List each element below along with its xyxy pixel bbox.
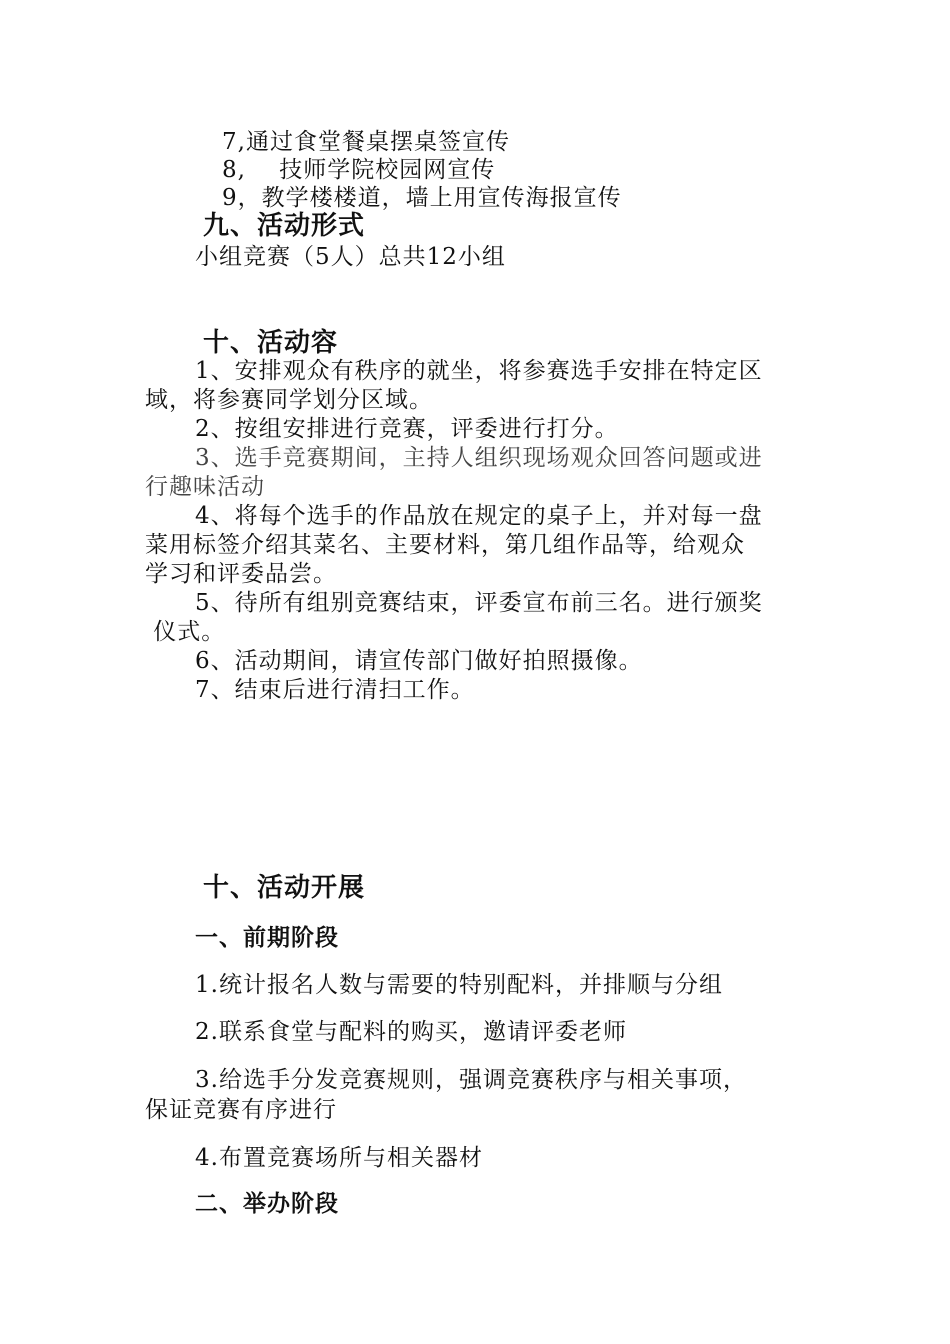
phase1-heading: 一、前期阶段 — [195, 924, 339, 951]
content-line: 行趣味活动 — [145, 474, 265, 500]
content-line: 菜用标签介绍其菜名、主要材料，第几组作品等，给观众 — [145, 532, 745, 558]
section9-body: 小组竞赛（5人）总共12小组 — [195, 244, 506, 270]
content-line: 2、按组安排进行竞赛，评委进行打分。 — [195, 416, 619, 442]
promo-item-8: 8, 技师学院校园网宣传 — [222, 157, 496, 183]
content-line: 仪式。 — [145, 619, 226, 645]
content-line: 1、安排观众有秩序的就坐，将参赛选手安排在特定区 — [195, 358, 763, 384]
phase1-item: 3.给选手分发竞赛规则，强调竞赛秩序与相关事项， — [195, 1067, 747, 1093]
content-line: 域，将参赛同学划分区域。 — [145, 387, 433, 413]
content-line: 7、结束后进行清扫工作。 — [195, 677, 475, 703]
content-line: 4、将每个选手的作品放在规定的桌子上，并对每一盘 — [195, 503, 763, 529]
section10b-heading: 十、活动开展 — [203, 873, 366, 903]
phase1-item: 2.联系食堂与配料的购买，邀请评委老师 — [195, 1019, 627, 1045]
phase1-item: 保证竞赛有序进行 — [145, 1097, 337, 1123]
promo-item-9: 9，教学楼楼道，墙上用宣传海报宣传 — [222, 185, 622, 211]
section10a-heading: 十、活动容 — [203, 328, 339, 358]
phase2-heading: 二、举办阶段 — [195, 1190, 339, 1217]
phase1-item: 1.统计报名人数与需要的特别配料，并排顺与分组 — [195, 972, 723, 998]
section9-heading: 九、活动形式 — [203, 211, 366, 241]
content-line: 5、待所有组别竞赛结束，评委宣布前三名。进行颁奖 — [195, 590, 763, 616]
content-line: 6、活动期间，请宣传部门做好拍照摄像。 — [195, 648, 643, 674]
promo-item-7: 7,通过食堂餐桌摆桌签宣传 — [222, 129, 510, 155]
phase1-item: 4.布置竞赛场所与相关器材 — [195, 1145, 483, 1171]
content-line: 学习和评委品尝。 — [145, 561, 337, 587]
content-line: 3、选手竞赛期间，主持人组织现场观众回答问题或进 — [195, 445, 763, 471]
